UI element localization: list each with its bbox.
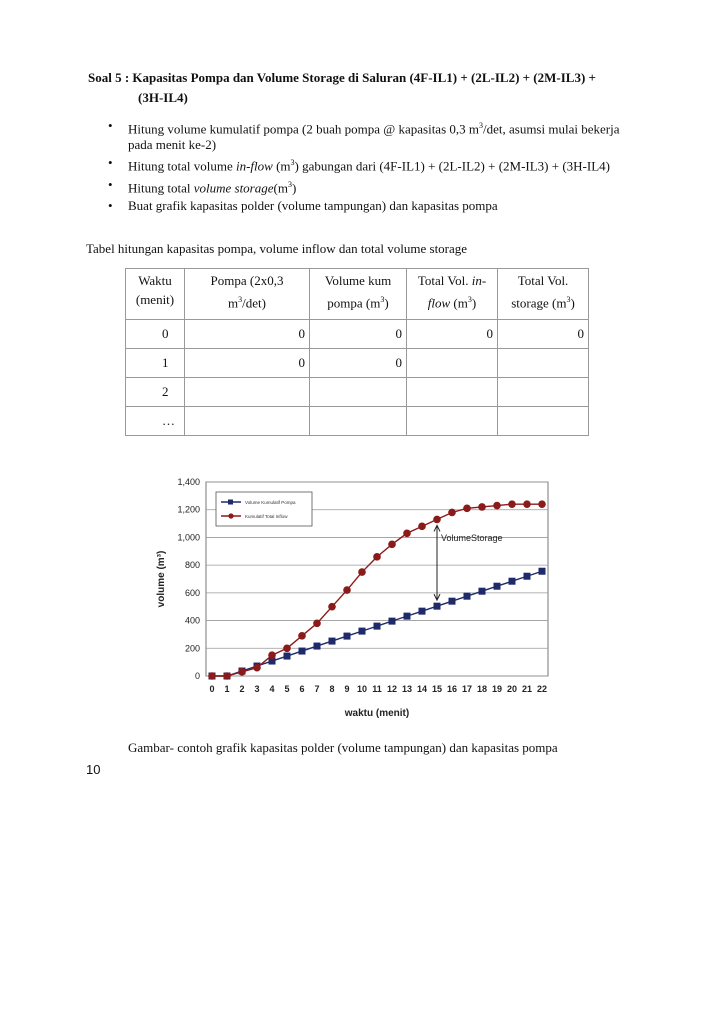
bullet-icon: •	[108, 155, 113, 171]
table-intro: Tabel hitungan kapasitas pompa, volume inflow dan total volume storage	[86, 241, 468, 256]
y-tick-label: 1,200	[177, 504, 200, 515]
data-point	[463, 505, 471, 513]
x-tick-label: 9	[344, 684, 350, 694]
data-point	[359, 628, 366, 635]
data-point	[509, 578, 516, 585]
data-point	[434, 603, 441, 610]
legend-marker	[228, 513, 233, 518]
table-cell: 0	[126, 320, 185, 349]
data-point	[419, 608, 426, 615]
table-cell: 2	[126, 378, 185, 407]
bullet-icon: •	[108, 176, 113, 192]
x-tick-label: 10	[356, 684, 368, 694]
calculation-table	[125, 268, 589, 436]
data-point	[314, 643, 321, 650]
x-tick-label: 18	[476, 684, 488, 694]
table-cell	[185, 378, 310, 407]
data-point	[284, 653, 291, 660]
table-cell	[407, 349, 498, 378]
data-point	[539, 568, 546, 575]
data-point	[223, 672, 231, 680]
x-tick-label: 8	[329, 684, 335, 694]
header-volume-kum: Volume kum pompa $(m^3)$	[310, 269, 407, 320]
question-heading-line1: Soal 5 : Kapasitas Pompa dan Volume Storage di Saluran (4F-IL1) + (2L-IL2) + (2M-IL3) +	[88, 70, 596, 85]
figure-caption: Gambar- contoh grafik kapasitas polder (volume tampungan) dan kapasitas pompa	[128, 740, 558, 755]
data-point	[374, 623, 381, 630]
data-point	[238, 668, 246, 676]
y-tick-label: 800	[184, 560, 200, 571]
bullet-icon: •	[108, 197, 113, 213]
x-tick-label: 2	[239, 684, 245, 694]
table-cell	[185, 407, 310, 436]
x-tick-label: 3	[254, 684, 260, 694]
page-number: 10	[86, 762, 101, 777]
table-cell	[498, 378, 589, 407]
x-tick-label: 22	[536, 684, 548, 694]
data-point	[268, 651, 276, 659]
legend-marker	[228, 500, 233, 505]
data-point	[388, 541, 396, 549]
y-tick-label: 400	[184, 615, 200, 626]
table-row	[126, 378, 589, 407]
data-point	[448, 509, 456, 517]
table-cell	[310, 407, 407, 436]
data-point	[404, 613, 411, 620]
x-tick-label: 11	[372, 684, 382, 694]
task-item: • Buat grafik kapasitas polder (volume tampungan) dan kapasitas pompa	[108, 197, 498, 213]
data-point	[344, 633, 351, 640]
data-point	[298, 632, 306, 640]
x-tick-label: 12	[386, 684, 398, 694]
x-tick-label: 7	[314, 684, 320, 694]
data-point	[328, 603, 336, 611]
data-point	[524, 573, 531, 580]
annotation-label: VolumeStorage	[441, 532, 503, 543]
y-axis-label: volume (m³)	[156, 550, 167, 608]
x-tick-label: 0	[209, 684, 215, 694]
task-item: • Hitung total volume $storage(m^3)$	[108, 176, 297, 195]
data-point	[343, 586, 351, 594]
y-tick-label: 600	[184, 587, 200, 598]
legend-box	[216, 492, 312, 526]
x-tick-label: 15	[431, 684, 443, 694]
task-item: • Hitung total volume in-flow $(m^3)$ gabungan dari (4F-IL1) + (2L-IL2) + (2M-IL3) + (3H-IL4)	[108, 155, 610, 174]
legend-label: Volume Kumulatif Pompa	[245, 500, 296, 505]
data-point	[299, 648, 306, 655]
y-tick-label: 1,400	[177, 477, 200, 487]
data-point	[478, 503, 486, 511]
table-cell: 0	[310, 349, 407, 378]
data-point	[389, 618, 396, 625]
data-point	[538, 500, 546, 508]
x-axis-label: waktu (menit)	[344, 708, 410, 719]
header-total-storage: Total Vol. storage $(m^3)$	[498, 269, 589, 320]
table-cell	[407, 378, 498, 407]
data-point	[358, 568, 366, 576]
table-cell	[498, 349, 589, 378]
x-tick-label: 19	[491, 684, 503, 694]
header-total-inflow: Total Vol. in- flow $(m^3)$	[407, 269, 498, 320]
data-point	[329, 638, 336, 645]
bullet-icon: •	[108, 118, 113, 133]
table-cell: 0	[498, 320, 589, 349]
legend-label: Kumulatif Total Inflow	[245, 514, 288, 519]
data-point	[464, 593, 471, 600]
header-waktu: Waktu (menit)	[126, 269, 185, 320]
data-point	[283, 644, 291, 652]
x-tick-label: 17	[461, 684, 473, 694]
data-point	[418, 523, 426, 531]
x-tick-label: 1	[224, 684, 230, 694]
data-point	[253, 664, 261, 672]
data-point	[433, 516, 441, 524]
table-row	[126, 320, 589, 349]
x-tick-label: 21	[521, 684, 533, 694]
question-heading-line2: (3H-IL4)	[138, 90, 188, 105]
x-tick-label: 16	[446, 684, 458, 694]
data-point	[449, 598, 456, 605]
table-cell	[310, 378, 407, 407]
data-point	[494, 583, 501, 590]
y-tick-label: 0	[194, 671, 200, 681]
data-point	[493, 502, 501, 510]
question-heading	[88, 68, 648, 108]
x-tick-label: 4	[269, 684, 275, 694]
table-cell: 0	[310, 320, 407, 349]
chart-svg	[150, 470, 558, 730]
y-tick-label: 1,000	[177, 532, 200, 543]
x-tick-label: 5	[284, 684, 290, 694]
storage-chart	[150, 470, 558, 730]
table-cell: 0	[407, 320, 498, 349]
task-list	[108, 118, 628, 216]
y-tick-label: 200	[184, 643, 200, 654]
table-cell: 1	[126, 349, 185, 378]
header-pompa: Pompa (2x0,3 $m^3/\det$)	[185, 269, 310, 320]
table-cell: 0	[185, 349, 310, 378]
x-tick-label: 14	[416, 684, 428, 694]
x-tick-label: 20	[506, 684, 518, 694]
task-item: • Hitung volume kumulatif pompa (2 buah pompa @ kapasitas 0,3 $m^3/\det$, asumsi mulai bekerja pada menit ke-2)	[108, 118, 620, 153]
table-cell: 0	[185, 320, 310, 349]
table-header-row	[126, 269, 589, 320]
data-point	[313, 620, 321, 628]
table-cell	[407, 407, 498, 436]
data-point	[523, 500, 531, 508]
table-row	[126, 407, 589, 436]
x-tick-label: 13	[401, 684, 413, 694]
data-point	[208, 672, 216, 680]
table-cell	[498, 407, 589, 436]
data-point	[508, 500, 516, 508]
data-point	[403, 529, 411, 537]
x-tick-label: 6	[299, 684, 305, 694]
data-point	[479, 588, 486, 595]
table-cell: …	[126, 407, 185, 436]
table-row	[126, 349, 589, 378]
data-point	[373, 553, 381, 561]
